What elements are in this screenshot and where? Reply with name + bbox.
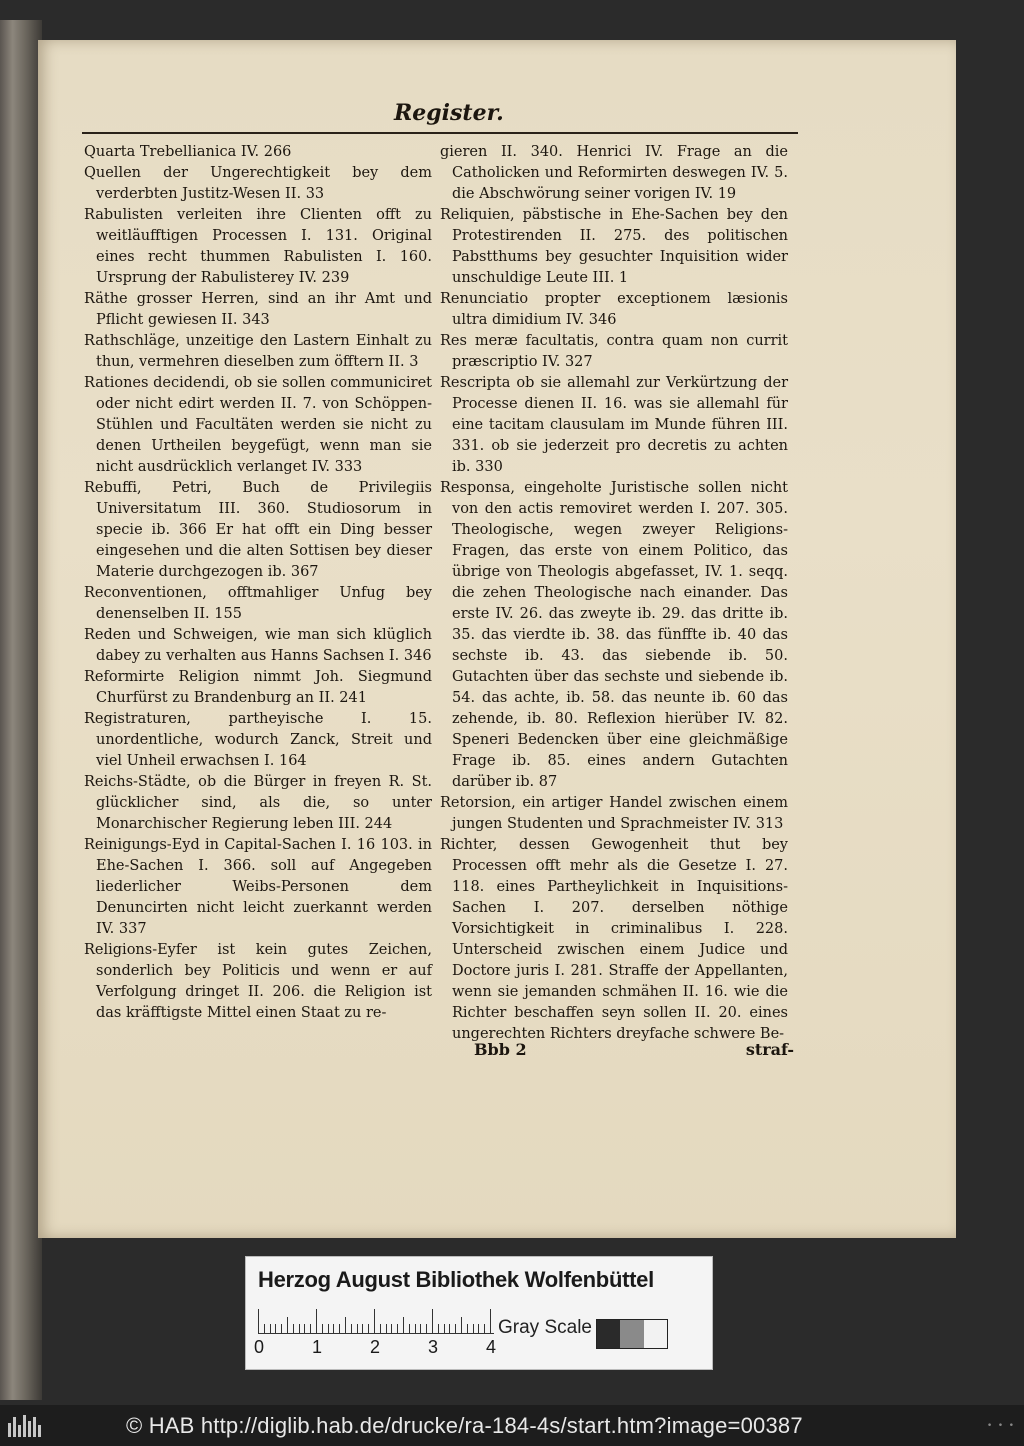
ruler-tick [432,1309,433,1333]
ruler-number: 4 [486,1337,497,1357]
ruler-tick [339,1324,340,1333]
ruler-tick [461,1317,462,1333]
ruler-tick [293,1324,294,1333]
index-entry: Räthe grosser Herren, sind an ihr Amt und Pflicht gewiesen II. 343 [84,291,432,328]
ruler-number: 0 [254,1337,265,1357]
ruler-tick [264,1324,265,1333]
ruler-tick [270,1324,271,1333]
index-entry: Rationes decidendi, ob sie sollen communiciret oder nicht edirt werden II. 7. von Schöppen-Stühlen und Facultäten werden sie nicht zu denen Urtheilen beygefügt, wenn man sie nicht ausdrücklich verlanget IV. 333 [84,375,432,475]
ruler-tick [316,1309,317,1333]
ruler-tick [484,1324,485,1333]
ruler-tick [455,1324,456,1333]
gray-swatch [644,1320,667,1348]
ruler-tick [473,1324,474,1333]
book-spine-edge [0,20,42,1400]
index-entry: Quellen der Ungerechtigkeit bey dem verderbten Justitz-Wesen II. 33 [84,165,432,202]
ruler-tick [357,1324,358,1333]
header-rule [82,132,798,134]
index-entry: Rathschläge, unzeitige den Lastern Einhalt zu thun, vermehren dieselben zum öfftern II. 3 [84,333,432,370]
ruler-tick [333,1324,334,1333]
ruler-tick [345,1317,346,1333]
library-color-card [245,1256,713,1370]
index-entry: Rabulisten verleiten ihre Clienten offt zu weitläufftigen Processen I. 131. Original eines recht thummen Rabulisten I. 160. Ursprung der Rabulisterey IV. 239 [84,207,432,286]
index-entry: Richter, dessen Gewogenheit thut bey Processen offt mehr als die Gesetze I. 27. 118. eines Partheylichkeit in Inquisitions-Sachen I. 207. derselben nöthige Vorsichtigkeit in criminalibus I. 228. Unterscheid zwischen einem Judice und Doctore juris I. 281. Straffe der Appellanten, wenn sie jemanden schmähen II. 16. wie die Richter beschaffen seyn sollen II. 20. eines ungerechten Richters dreyfache schwere Be- [440,837,788,1042]
ruler-tick [415,1324,416,1333]
index-column-left [84,142,432,1024]
ruler-tick [281,1324,282,1333]
gray-swatch [620,1320,643,1348]
ruler-tick [397,1324,398,1333]
index-entry: Religions-Eyfer ist kein gutes Zeichen, sonderlich bey Politicis und wenn er auf Verfolgung dringet II. 206. die Religion ist das kräfftigste Mittel einen Staat zu re- [84,942,432,1021]
ruler-tick [426,1324,427,1333]
index-entry: gieren II. 340. Henrici IV. Frage an die Catholicken und Reformirten deswegen IV. 5. die Abschwörung seiner vorigen IV. 19 [440,144,788,202]
copyright-url[interactable]: © HAB http://diglib.hab.de/drucke/ra-184-4s/start.htm?image=00387 [126,1413,803,1438]
ruler-tick [449,1324,450,1333]
index-entry: Reinigungs-Eyd in Capital-Sachen I. 16 103. in Ehe-Sachen I. 366. soll auf Angegeben liederlicher Weibs-Personen dem Denuncirten nicht leicht zuerkannt werden IV. 337 [84,837,432,937]
ruler-tick [420,1324,421,1333]
ruler-tick [409,1324,410,1333]
ruler-tick [374,1309,375,1333]
ruler-number: 3 [428,1337,439,1357]
ruler-tick [362,1324,363,1333]
index-entry: Reformirte Religion nimmt Joh. Siegmund Churfürst zu Brandenburg an II. 241 [84,669,432,706]
gray-swatch [597,1320,620,1348]
index-entry: Quarta Trebellianica IV. 266 [84,144,292,160]
library-name: Herzog August Bibliothek Wolfenbüttel [258,1267,654,1292]
ruler-tick [368,1324,369,1333]
gray-scale-label: Gray Scale [498,1317,592,1338]
ruler-tick [299,1324,300,1333]
page-header: Register. [394,100,504,126]
hab-logo-icon [8,1415,42,1437]
ruler-tick [322,1324,323,1333]
signature-mark: Bbb 2 [474,1040,527,1059]
ruler-tick [467,1324,468,1333]
index-entry: Responsa, eingeholte Juristische sollen nicht von den actis removiret werden I. 207. 305. Theologische, wegen zweyer Religions-Fragen, das erste von einem Politico, das übrige von Theologis abgefasset, IV. 1. seqq. die zehen Theologische nach einander. Das erste IV. 26. das zweyte ib. 29. das dritte ib. 35. das vierdte ib. 38. das fünffte ib. 40 das sechste ib. 43. das siebende ib. 50. Gutachten über das sechste und siebende ib. 54. das achte, ib. 58. das neunte ib. 60 das zehende, ib. 80. Reflexion hierüber IV. 82. Speneri Bedencken über eine gleichmäßige Frage ib. 85. eines andern Gutachten darüber ib. 87 [440,480,788,790]
index-column-right [440,142,788,1045]
index-entry: Registraturen, partheyische I. 15. unordentliche, wodurch Zanck, Streit und viel Unheil erwachsen I. 164 [84,711,432,769]
index-entry: Rescripta ob sie allemahl zur Verkürtzung der Processe dienen II. 16. was sie allemahl für eine tacitam clausulam im Munde führen III. 331. ob sie jederzeit pro decretis zu achten ib. 330 [440,375,788,475]
ruler-tick [275,1324,276,1333]
index-entry: Reconventionen, offtmahliger Unfug bey denenselben II. 155 [84,585,432,622]
index-entry: Retorsion, ein artiger Handel zwischen einem jungen Studenten und Sprachmeister IV. 313 [440,795,788,832]
corner-mark: • • • [986,1421,1014,1431]
ruler-tick [403,1317,404,1333]
index-entry: Rebuffi, Petri, Buch de Privilegiis Universitatum III. 360. Studiosorum in specie ib. 366 Er hat offt ein Ding besser eingesehen und die alten Sottisen bey dieser Materie durchgezogen ib. 367 [84,480,432,580]
ruler-number: 1 [312,1337,323,1357]
footer-bar [0,1405,1024,1446]
ruler-tick [328,1324,329,1333]
index-entry: Reliquien, päbstische in Ehe-Sachen bey den Protestirenden II. 275. des politischen Pabstthums bey gesuchter Inquisition wider unschuldige Leute III. 1 [440,207,788,286]
ruler-tick [478,1324,479,1333]
index-entry: Reden und Schweigen, wie man sich klüglich dabey zu verhalten aus Hanns Sachsen I. 346 [84,627,432,664]
catchword: straf- [745,1040,794,1059]
ruler-tick [351,1324,352,1333]
ruler-number: 2 [370,1337,381,1357]
ruler-tick [438,1324,439,1333]
ruler-tick [310,1324,311,1333]
index-entry: Renunciatio propter exceptionem læsionis ultra dimidium IV. 346 [440,291,788,328]
index-entry: Reichs-Städte, ob die Bürger in freyen R. St. glücklicher sind, als die, so unter Monarchischer Regierung leben III. 244 [84,774,432,832]
ruler-tick [304,1324,305,1333]
ruler-tick [444,1324,445,1333]
ruler-tick [258,1309,259,1333]
ruler-tick [490,1309,491,1333]
ruler-tick [391,1324,392,1333]
scale-ruler [258,1309,494,1334]
index-entry: Res meræ facultatis, contra quam non currit præscriptio IV. 327 [440,333,788,370]
gray-scale-swatches [596,1319,668,1349]
ruler-tick [386,1324,387,1333]
ruler-tick [380,1324,381,1333]
ruler-tick [287,1317,288,1333]
